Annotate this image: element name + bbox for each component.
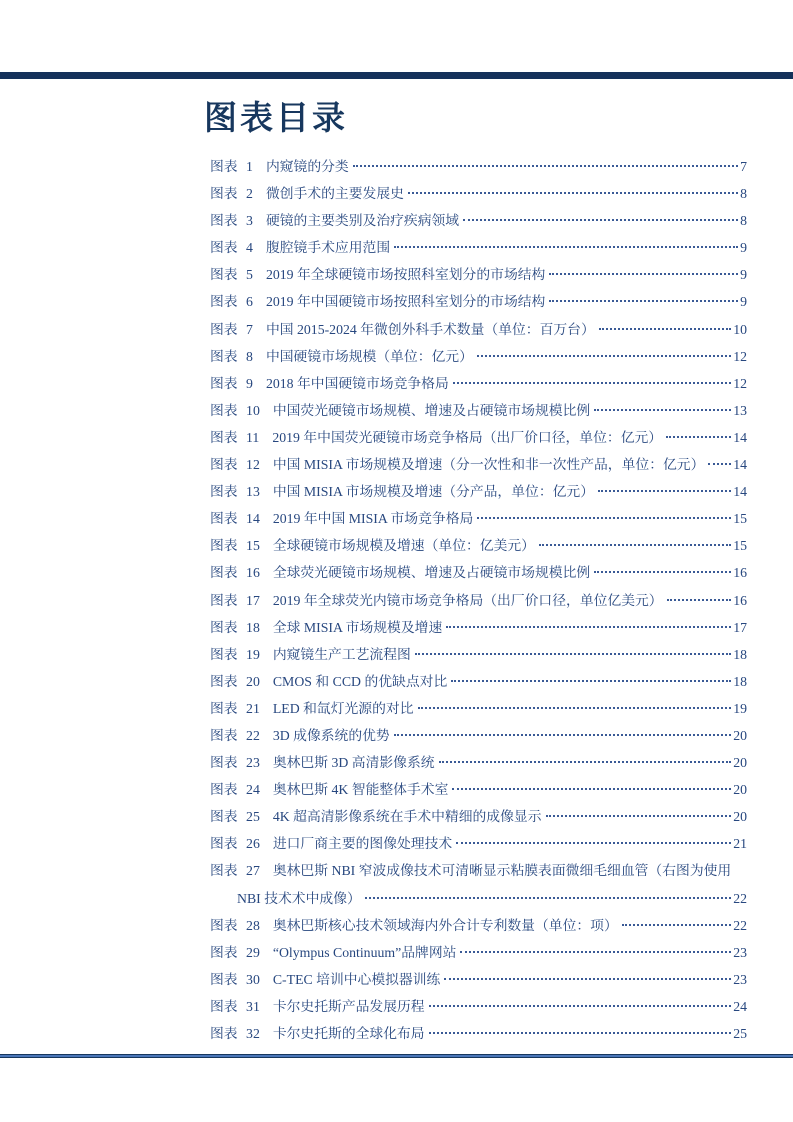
toc-entry[interactable] bbox=[210, 614, 747, 641]
toc-entry-page: 18 bbox=[733, 673, 747, 689]
toc-entry-number: 图表 10 bbox=[210, 402, 260, 418]
toc-entry[interactable] bbox=[210, 180, 747, 207]
toc-entry[interactable] bbox=[210, 749, 747, 776]
toc-entry[interactable] bbox=[210, 668, 747, 695]
toc-entry[interactable] bbox=[210, 912, 747, 939]
dot-leader bbox=[365, 897, 731, 899]
toc-entry-page: 14 bbox=[733, 457, 747, 473]
toc-entry-page: 15 bbox=[733, 538, 747, 554]
toc-entry-number: 图表 11 bbox=[210, 429, 260, 445]
toc-entry-title: 奥林巴斯 4K 智能整体手术室 bbox=[272, 782, 449, 798]
toc-entry-page: 20 bbox=[733, 782, 747, 798]
toc-entry-number: 图表 26 bbox=[210, 836, 260, 852]
toc-entry-title: 进口厂商主要的图像处理技术 bbox=[272, 836, 453, 852]
toc-entry-number: 图表 7 bbox=[210, 321, 253, 337]
toc-entry-title: 卡尔史托斯的全球化布局 bbox=[272, 1026, 425, 1041]
toc-entry[interactable] bbox=[210, 343, 747, 370]
dot-leader bbox=[549, 300, 738, 302]
dot-leader bbox=[594, 571, 731, 573]
toc-entry-page: 17 bbox=[733, 619, 747, 635]
dot-leader bbox=[394, 734, 731, 736]
toc-entry-number: 图表 16 bbox=[210, 565, 260, 581]
toc-entry-title: 2019 年中国硬镜市场按照科室划分的市场结构 bbox=[265, 294, 546, 310]
toc-entry[interactable] bbox=[210, 424, 747, 451]
dot-leader bbox=[708, 463, 731, 465]
toc-entry-title: C-TEC 培训中心模拟器训练 bbox=[272, 971, 441, 987]
toc-entry[interactable] bbox=[210, 559, 747, 586]
dot-leader bbox=[444, 978, 731, 980]
toc-entry-number: 图表 14 bbox=[210, 511, 260, 527]
toc-entry[interactable] bbox=[210, 830, 747, 857]
toc-entry-page: 25 bbox=[733, 1026, 747, 1041]
toc-entry[interactable] bbox=[210, 587, 747, 614]
dot-leader bbox=[429, 1032, 732, 1034]
toc-entry-number: 图表 32 bbox=[210, 1026, 260, 1041]
toc-entry[interactable] bbox=[210, 316, 747, 343]
toc-entry-number: 图表 20 bbox=[210, 673, 260, 689]
toc-entry[interactable] bbox=[210, 939, 747, 966]
toc-entry-title: 中国硬镜市场规模（单位：亿元） bbox=[265, 348, 473, 364]
toc-entry-title: 中国荧光硬镜市场规模、增速及占硬镜市场规模比例 bbox=[272, 402, 591, 418]
toc-entry-page: 13 bbox=[733, 402, 747, 418]
toc-entry[interactable] bbox=[210, 641, 747, 668]
dot-leader bbox=[598, 490, 731, 492]
toc-entry-number: 图表 2 bbox=[210, 186, 253, 202]
toc-entry[interactable] bbox=[210, 695, 747, 722]
toc-entry-title: 全球硬镜市场规模及增速（单位：亿美元） bbox=[272, 538, 535, 554]
toc-entry-page: 9 bbox=[740, 240, 747, 256]
dot-leader bbox=[452, 788, 731, 790]
dot-leader bbox=[539, 544, 731, 546]
toc-entry-page: 14 bbox=[733, 484, 747, 500]
toc-entry-title: 2019 年全球荧光内镜市场竞争格局（出厂价口径，单位亿美元） bbox=[272, 592, 663, 608]
toc-entry-page: 12 bbox=[733, 375, 747, 391]
toc-entry[interactable] bbox=[210, 478, 747, 505]
toc-entry-title: 全球荧光硬镜市场规模、增速及占硬镜市场规模比例 bbox=[272, 565, 591, 581]
toc-entry-page: 10 bbox=[733, 321, 747, 337]
toc-entry-page: 22 bbox=[733, 917, 747, 933]
dot-leader bbox=[599, 328, 731, 330]
toc-entry-page: 23 bbox=[733, 944, 747, 960]
dot-leader bbox=[415, 653, 731, 655]
toc-entry[interactable] bbox=[210, 966, 747, 993]
toc-entry-title: 全球 MISIA 市场规模及增速 bbox=[272, 619, 443, 635]
toc-entry-page: 8 bbox=[740, 213, 747, 229]
toc-entry-page: 20 bbox=[733, 755, 747, 771]
toc-entry-title: 2019 年中国荧光硬镜市场竞争格局（出厂价口径，单位：亿元） bbox=[272, 429, 663, 445]
toc-entry-number: 图表 15 bbox=[210, 538, 260, 554]
toc-entry-title: 2018 年中国硬镜市场竞争格局 bbox=[265, 375, 449, 391]
toc-entry[interactable] bbox=[210, 261, 747, 288]
toc-entry-number: 图表 6 bbox=[210, 294, 253, 310]
toc-entry-page: 8 bbox=[740, 186, 747, 202]
toc-entry-page: 16 bbox=[733, 592, 747, 608]
toc-entry-page: 20 bbox=[733, 809, 747, 825]
dot-leader bbox=[666, 436, 731, 438]
toc-entry-title: 微创手术的主要发展史 bbox=[265, 186, 404, 202]
toc-entry-number: 图表 8 bbox=[210, 348, 253, 364]
toc-entry-title: “Olympus Continuum”品牌网站 bbox=[272, 944, 457, 960]
toc-entry-page: 18 bbox=[733, 646, 747, 662]
dot-leader bbox=[463, 219, 738, 221]
toc-entry-title: 4K 超高清影像系统在手术中精细的成像显示 bbox=[272, 809, 542, 825]
toc-entry-title: 中国 MISIA 市场规模及增速（分产品，单位：亿元） bbox=[272, 484, 595, 500]
dot-leader bbox=[353, 165, 738, 167]
toc-entry-title: 奥林巴斯核心技术领域海内外合计专利数量（单位：项） bbox=[272, 917, 618, 933]
toc-entry-number: 图表 5 bbox=[210, 267, 253, 283]
toc-entry-page: 9 bbox=[740, 294, 747, 310]
dot-leader bbox=[408, 192, 738, 194]
toc-entry-number: 图表 29 bbox=[210, 944, 260, 960]
dot-leader bbox=[394, 246, 738, 248]
toc-entry[interactable] bbox=[210, 370, 747, 397]
toc-entry-title: LED 和氙灯光源的对比 bbox=[272, 700, 414, 716]
toc-entry-title-cont: NBI 技术术中成像） bbox=[237, 890, 361, 906]
toc-entry-number: 图表 27 bbox=[210, 863, 260, 879]
dot-leader bbox=[460, 951, 731, 953]
toc-entry-number: 图表 19 bbox=[210, 646, 260, 662]
toc-entry-page: 15 bbox=[733, 511, 747, 527]
toc-entry-number: 图表 18 bbox=[210, 619, 260, 635]
toc-entry-number: 图表 1 bbox=[210, 159, 253, 174]
toc-entry-title: 2019 年全球硬镜市场按照科室划分的市场结构 bbox=[265, 267, 546, 283]
toc-entry-title: 奥林巴斯 3D 高清影像系统 bbox=[272, 755, 435, 771]
toc-entry-page: 14 bbox=[733, 429, 747, 445]
toc-entry[interactable] bbox=[210, 451, 747, 478]
toc-entry-title: 中国 2015-2024 年微创外科手术数量（单位：百万台） bbox=[265, 321, 595, 337]
toc-entry[interactable] bbox=[210, 993, 747, 1020]
toc-entry[interactable] bbox=[210, 722, 747, 749]
toc-entry[interactable] bbox=[210, 288, 747, 315]
toc-entry[interactable] bbox=[210, 1020, 747, 1047]
toc-entry-number: 图表 21 bbox=[210, 700, 260, 716]
toc-entry-number: 图表 4 bbox=[210, 240, 253, 256]
page-title: 图表目录 bbox=[204, 101, 348, 137]
toc-entry-number: 图表 3 bbox=[210, 213, 253, 229]
dot-leader bbox=[456, 842, 731, 844]
toc-entry-page: 7 bbox=[740, 159, 747, 174]
toc-entry-number: 图表 30 bbox=[210, 971, 260, 987]
dot-leader bbox=[594, 409, 731, 411]
dot-leader bbox=[429, 1005, 732, 1007]
toc-entry[interactable] bbox=[210, 397, 747, 424]
bottom-rule bbox=[0, 1054, 793, 1058]
toc-entry-page: 23 bbox=[733, 971, 747, 987]
toc-entry-title: 腹腔镜手术应用范围 bbox=[265, 240, 391, 256]
dot-leader bbox=[667, 599, 732, 601]
dot-leader bbox=[453, 382, 731, 384]
toc-entry-page: 21 bbox=[733, 836, 747, 852]
toc-entry-page: 22 bbox=[733, 890, 747, 906]
toc-entry[interactable] bbox=[210, 532, 747, 559]
toc-entry[interactable] bbox=[210, 207, 747, 234]
toc-entry-page: 9 bbox=[740, 267, 747, 283]
toc-entry-number: 图表 22 bbox=[210, 727, 260, 743]
toc-entry[interactable] bbox=[210, 234, 747, 261]
toc-entry-number: 图表 9 bbox=[210, 375, 253, 391]
toc-entry[interactable] bbox=[210, 857, 747, 911]
dot-leader bbox=[439, 761, 732, 763]
toc-entry[interactable] bbox=[210, 505, 747, 532]
toc-entry-title: 内窥镜生产工艺流程图 bbox=[272, 646, 411, 662]
toc-entry-title: 奥林巴斯 NBI 窄波成像技术可清晰显示粘膜表面微细毛细血管（右图为使用 bbox=[272, 863, 732, 879]
toc-entry-title: 内窥镜的分类 bbox=[265, 159, 349, 174]
toc-entry-number: 图表 31 bbox=[210, 998, 260, 1014]
toc-entry-number: 图表 23 bbox=[210, 755, 260, 771]
toc-entry[interactable] bbox=[210, 153, 747, 180]
toc-entry-number: 图表 24 bbox=[210, 782, 260, 798]
toc-entry-page: 20 bbox=[733, 727, 747, 743]
top-rule bbox=[0, 72, 793, 79]
toc-entry-number: 图表 25 bbox=[210, 809, 260, 825]
toc-entry-page: 24 bbox=[733, 998, 747, 1014]
toc-entry-number: 图表 12 bbox=[210, 457, 260, 473]
dot-leader bbox=[446, 626, 731, 628]
dot-leader bbox=[549, 273, 738, 275]
toc-entry-title: 硬镜的主要类别及治疗疾病领域 bbox=[265, 213, 460, 229]
toc-entry-title: 中国 MISIA 市场规模及增速（分一次性和非一次性产品，单位：亿元） bbox=[272, 457, 705, 473]
toc-entry-page: 19 bbox=[733, 700, 747, 716]
toc-entry-number: 图表 13 bbox=[210, 484, 260, 500]
dot-leader bbox=[477, 355, 731, 357]
dot-leader bbox=[622, 924, 731, 926]
toc-entry[interactable] bbox=[210, 803, 747, 830]
toc-entry-page: 12 bbox=[733, 348, 747, 364]
toc-entry-page: 16 bbox=[733, 565, 747, 581]
toc-entry-number: 图表 17 bbox=[210, 592, 260, 608]
toc-entry-title: 3D 成像系统的优势 bbox=[272, 727, 390, 743]
figure-toc bbox=[210, 153, 747, 1047]
dot-leader bbox=[546, 815, 732, 817]
dot-leader bbox=[451, 680, 731, 682]
dot-leader bbox=[418, 707, 732, 709]
dot-leader bbox=[477, 517, 731, 519]
toc-entry-number: 图表 28 bbox=[210, 917, 260, 933]
toc-entry[interactable] bbox=[210, 776, 747, 803]
toc-entry-title: CMOS 和 CCD 的优缺点对比 bbox=[272, 673, 448, 689]
toc-entry-title: 2019 年中国 MISIA 市场竞争格局 bbox=[272, 511, 474, 527]
toc-entry-title: 卡尔史托斯产品发展历程 bbox=[272, 998, 425, 1014]
